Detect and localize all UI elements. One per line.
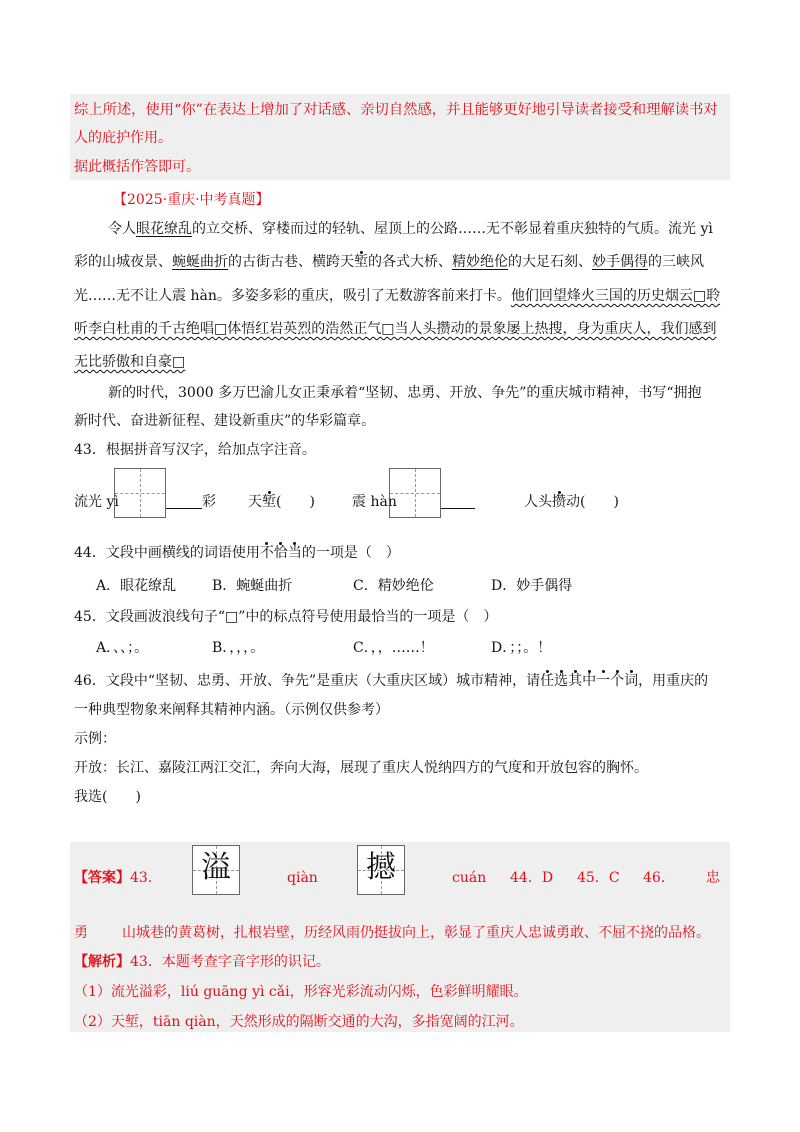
q43-writing-box-2[interactable] — [389, 468, 441, 518]
q43-writing-box-1[interactable] — [114, 468, 166, 518]
dotted-char-qian-q43: 堑 — [262, 494, 276, 510]
q43-item1-prefix: 流光 yì — [74, 494, 119, 510]
dotted-char: 恰 — [273, 545, 288, 561]
dotted-char: 其 — [568, 673, 583, 689]
underlined-word-wanyan: 蜿蜒曲折 — [172, 254, 228, 270]
passage-line-5 — [74, 352, 185, 372]
q45-option-b[interactable]: B．，，，。 — [212, 640, 265, 656]
answer-char-box-2: 撼 — [357, 845, 405, 895]
q44-option-a[interactable]: A．眼花缭乱 — [96, 578, 177, 594]
dotted-char: 词 — [624, 673, 639, 689]
q45-option-c[interactable]: C．，，……！ — [353, 640, 434, 656]
dotted-char: 任 — [540, 673, 555, 689]
dotted-char: 一 — [596, 673, 611, 689]
passage-line-7: 新时代、奋进新征程、建设新重庆”的华彩篇章。 — [74, 413, 376, 429]
summary-line-3: 据此概括作答即可。 — [74, 159, 200, 175]
wavy-sentence-2: 听李白杜甫的千古绝唱□体悟红岩英烈的浩然正气□当人头攒动的景象屡上热搜，身为重庆人，我们感到 — [74, 321, 717, 337]
analysis-line-2: （1）流光溢彩，liú guāng yì cǎi，形容光彩流动闪烁，色彩鲜明耀眼。 — [74, 984, 528, 1000]
q44-stem: 44．文段中画横线的词语使用不恰当的一项是（ ） — [74, 545, 400, 561]
q45-option-a[interactable]: A．、、；。 — [96, 640, 149, 656]
dotted-char: 中 — [582, 673, 597, 689]
q44-option-d[interactable]: D．妙手偶得 — [491, 578, 573, 594]
source-tag: 【2025·重庆·中考真题】 — [113, 192, 270, 208]
passage-line-6: 新的时代，3000 多万巴渝儿女正秉承着“坚韧、忠勇、开放、争先”的重庆城市精神，书写“拥抱 — [108, 385, 702, 401]
wavy-sentence-1: 他们回望烽火三国的历史烟云□聆 — [510, 288, 721, 304]
dotted-char-qian: 堑 — [354, 254, 368, 270]
q46-example-label: 示例： — [74, 731, 116, 747]
answer-char-box-1: 溢 — [192, 845, 240, 895]
underlined-word-yanhua: 眼花缭乱 — [136, 221, 192, 237]
underlined-word-jingmiao: 精妙绝伦 — [452, 254, 508, 270]
answer-q44: 44．D — [510, 870, 554, 886]
q45-option-d[interactable]: D．；；。！ — [491, 640, 552, 656]
answer-pinyin-1: qiàn — [287, 870, 318, 886]
passage-line-3: 光……无不让人震 hàn。多姿多彩的重庆，吸引了无数游客前来打卡。他们回望烽火三国的历史烟云□聆 — [74, 288, 721, 304]
dotted-char: 不 — [259, 545, 274, 561]
wavy-sentence-3: 无比骄傲和自豪□ — [74, 354, 186, 370]
q44-option-b[interactable]: B．蜿蜒曲折 — [212, 578, 293, 594]
q43-item4: 人头攒动( ) — [524, 494, 619, 510]
q44-option-c[interactable]: C．精妙绝伦 — [353, 578, 434, 594]
answer-word-yong: 勇 — [74, 925, 88, 941]
summary-line-1: 综上所述，使用“你”在表达上增加了对话感、亲切自然感，并且能够更好地引导读者接受和理解读书对 — [74, 102, 718, 118]
q46-stem-line-2: 一种典型物象来阐释其精神内涵。（示例仅供参考） — [74, 702, 389, 718]
q43-stem: 43．根据拼音写汉字，给加点字注音。 — [74, 442, 316, 458]
q43-item2: 天堑( ) — [248, 494, 315, 510]
analysis-line-1: 【解析】43．本题考查字音字形的识记。 — [74, 954, 330, 970]
q43-item3-prefix: 震 hàn — [352, 494, 397, 510]
q43-item1-suffix: 彩 — [202, 494, 216, 510]
dotted-char: 当 — [287, 545, 302, 561]
answer-q46: 46． — [643, 870, 675, 886]
passage-line-2: 彩的山城夜景、蜿蜒曲折的古街古巷、横跨天堑的各式大桥、精妙绝伦的大足石刻、妙手偶得的三峡风 — [74, 254, 704, 270]
dotted-char: 个 — [610, 673, 625, 689]
q46-example: 开放：长江、嘉陵江两江交汇，奔向大海，展现了重庆人悦纳四方的气度和开放包容的胸怀。 — [74, 760, 648, 776]
dotted-char: 选 — [554, 673, 569, 689]
q46-stem: 46．文段中“坚韧、忠勇、开放、争先”是重庆（大重庆区域）城市精神，请任选其中一个词，用重庆的 — [74, 673, 709, 689]
q43-blank-1[interactable] — [166, 494, 202, 509]
answer-word-zhong: 忠 — [706, 870, 720, 886]
analysis-line-3: （2）天堑，tiān qiàn，天然形成的隔断交通的大沟，多指宽阔的江河。 — [74, 1014, 524, 1030]
answer-q46-text: 山城巷的黄葛树，扎根岩壁，历经风雨仍挺拔向上，彰显了重庆人忠诚勇敢、不屈不挠的品格。 — [122, 925, 710, 941]
underlined-word-miaoshou: 妙手偶得 — [592, 254, 648, 270]
passage-line-4 — [74, 319, 716, 339]
dotted-char-cuan: 攒 — [552, 494, 566, 510]
q46-choose[interactable]: 我选( ) — [74, 789, 141, 805]
q43-blank-2[interactable] — [441, 494, 475, 509]
answer-label-line: 【答案】43. — [74, 870, 153, 886]
q45-stem: 45．文段画波浪线句子“□”中的标点符号使用最恰当的一项是（ ） — [74, 609, 498, 625]
answer-q45: 45．C — [577, 870, 620, 886]
passage-line-1: 令人眼花缭乱的立交桥、穿楼而过的轻轨、屋顶上的公路……无不彰显着重庆独特的气质。流光 yì — [108, 221, 713, 237]
answer-pinyin-2: cuán — [452, 870, 487, 886]
summary-line-2: 人的庇护作用。 — [74, 130, 172, 146]
